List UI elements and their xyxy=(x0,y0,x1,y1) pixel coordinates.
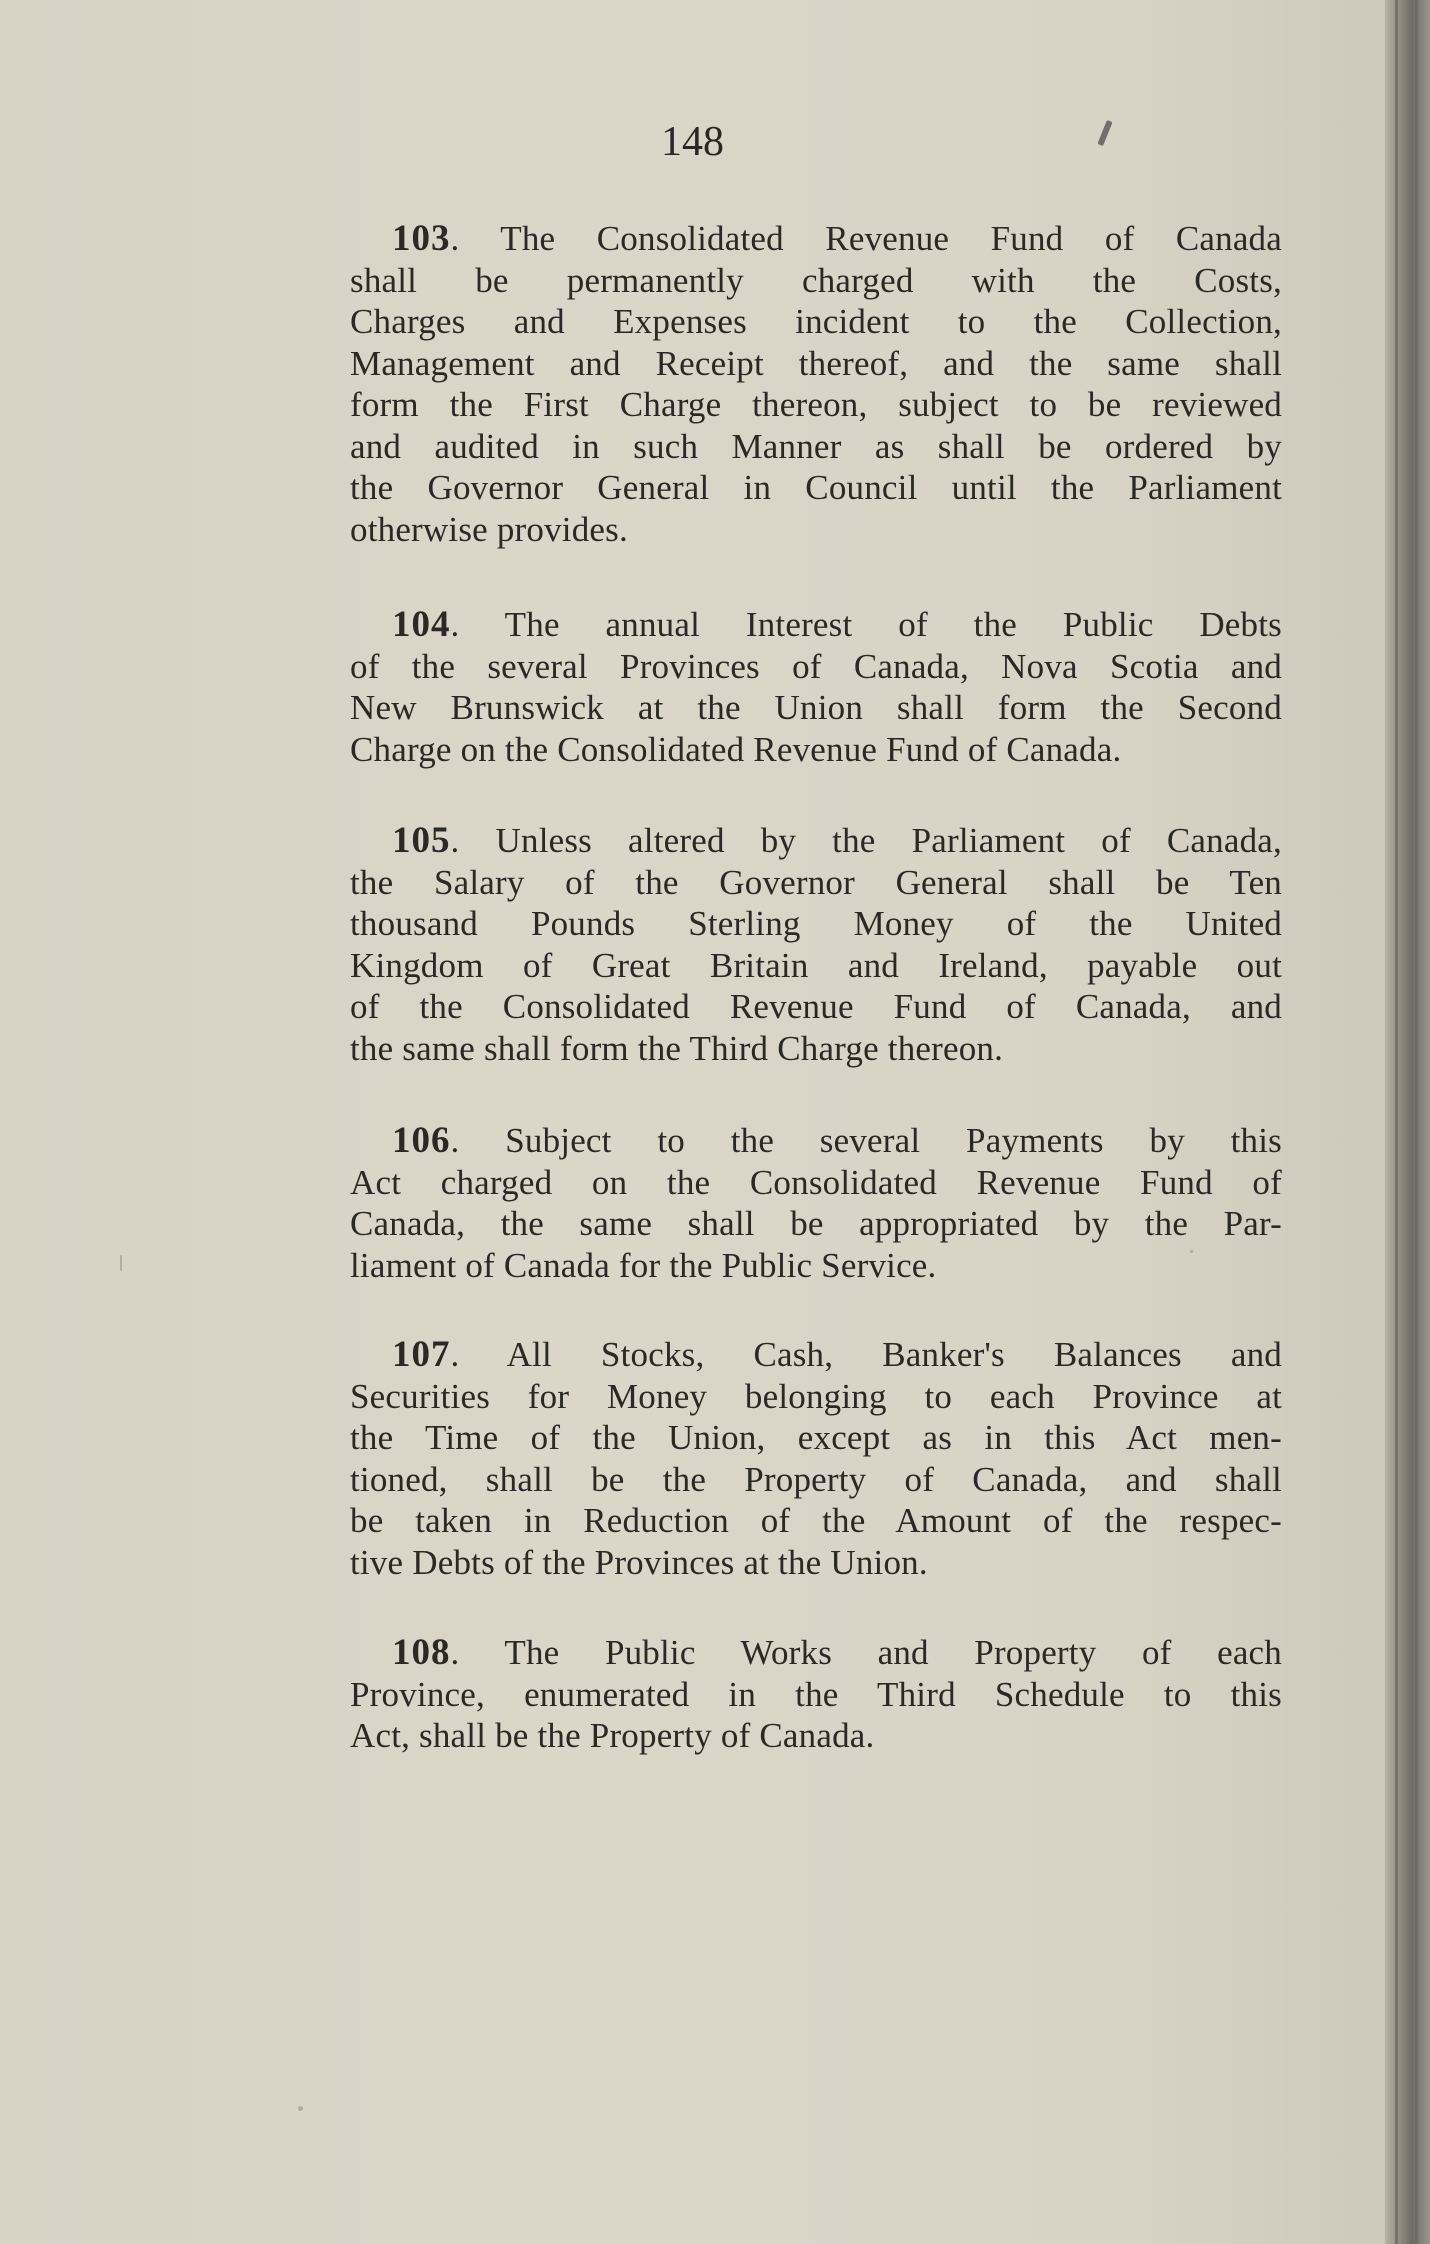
section-105 xyxy=(350,820,1282,1069)
section-number: 107 xyxy=(392,1334,451,1375)
section-line: 107. All Stocks, Cash, Banker's Balances and xyxy=(392,1334,1282,1375)
section-line: tioned, shall be the Property of Canada, and shall xyxy=(350,1459,1282,1499)
section-line: Kingdom of Great Britain and Ireland, payable out xyxy=(350,945,1282,985)
section-line: be taken in Reduction of the Amount of the respec- xyxy=(350,1501,1282,1540)
section-number: 105 xyxy=(392,820,451,861)
spine-edge-line xyxy=(1415,0,1418,2244)
section-line: form the First Charge thereon, subject to be reviewed xyxy=(350,385,1282,424)
section-line: 104. The annual Interest of the Public Debts xyxy=(392,604,1282,645)
section-line: the Salary of the Governor General shall be Ten xyxy=(350,862,1282,902)
section-line: thousand Pounds Sterling Money of the United xyxy=(350,904,1282,943)
section-line: of the Consolidated Revenue Fund of Canada, and xyxy=(350,987,1282,1026)
section-line: liament of Canada for the Public Service. xyxy=(350,1245,937,1285)
section-line: Charges and Expenses incident to the Collection, xyxy=(350,302,1282,341)
section-106 xyxy=(350,1120,1282,1286)
section-line: and audited in such Manner as shall be ordered by xyxy=(350,426,1282,466)
section-line: tive Debts of the Provinces at the Union. xyxy=(350,1542,928,1582)
section-line: of the several Provinces of Canada, Nova Scotia and xyxy=(350,646,1282,686)
section-line: Act charged on the Consolidated Revenue Fund of xyxy=(350,1162,1282,1202)
section-line: New Brunswick at the Union shall form the Second xyxy=(350,688,1282,727)
section-line: the Time of the Union, except as in this Act men- xyxy=(350,1418,1282,1457)
section-line: otherwise provides. xyxy=(350,509,628,549)
section-number: 106 xyxy=(392,1120,451,1161)
section-line: the same shall form the Third Charge thereon. xyxy=(350,1028,1004,1068)
section-line: the Governor General in Council until the Parliament xyxy=(350,468,1282,507)
section-line: 108. The Public Works and Property of each xyxy=(392,1632,1282,1673)
section-line: Act, shall be the Property of Canada. xyxy=(350,1716,875,1755)
page-number: 148 xyxy=(661,119,724,165)
section-line: shall be permanently charged with the Costs, xyxy=(350,260,1282,300)
section-line: Canada, the same shall be appropriated by the Par- xyxy=(350,1204,1282,1243)
section-line: 105. Unless altered by the Parliament of Canada, xyxy=(392,820,1282,861)
paper-speck xyxy=(120,1255,122,1271)
section-103 xyxy=(350,218,1282,550)
section-line: Securities for Money belonging to each Province at xyxy=(350,1376,1282,1416)
spine-edge-line xyxy=(1395,0,1398,2244)
section-108 xyxy=(350,1632,1282,1757)
section-107 xyxy=(350,1334,1282,1583)
section-number: 108 xyxy=(392,1632,451,1673)
section-line: Province, enumerated in the Third Schedule to this xyxy=(350,1674,1282,1714)
paper-speck xyxy=(298,2106,303,2111)
section-line: 103. The Consolidated Revenue Fund of Canada xyxy=(392,218,1282,259)
book-spine xyxy=(1385,0,1430,2244)
section-line: Charge on the Consolidated Revenue Fund of Canada. xyxy=(350,729,1122,769)
section-number: 103 xyxy=(392,218,451,259)
paper-speck xyxy=(1190,1250,1193,1253)
section-line: 106. Subject to the several Payments by this xyxy=(392,1120,1282,1161)
section-line: Management and Receipt thereof, and the same shall xyxy=(350,343,1282,383)
section-number: 104 xyxy=(392,604,451,645)
section-104 xyxy=(350,604,1282,770)
